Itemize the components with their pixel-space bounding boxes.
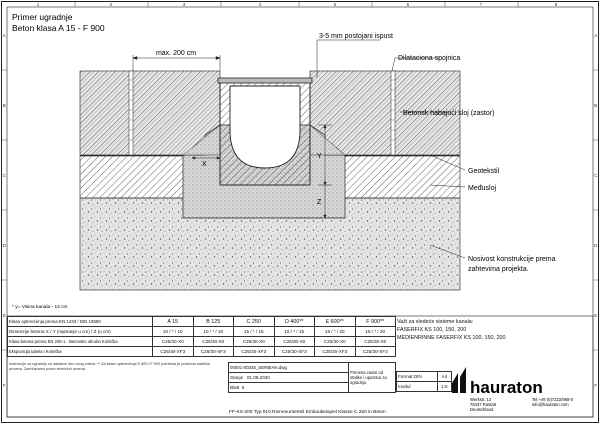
row1-label: Dimenzije betona X / Y (najmanje u cm) / Z (u cm) — [8, 327, 153, 337]
grid-col-label: 6 — [406, 2, 410, 7]
row2b-label: Ekspozicija tabela i Kolnička — [8, 347, 153, 357]
label-subgrade-l2: zahtevima projekta. — [468, 266, 529, 273]
sheet-lang: Blatt — [230, 385, 240, 390]
format-value: A4 — [437, 372, 451, 382]
row1-cell: 15 / * / 15 — [234, 327, 275, 337]
grid-row-label: C — [2, 173, 6, 178]
system-line3: MEDIENRINNE FASERFIX KS 100, 150, 200 — [397, 335, 506, 341]
system-line2: FASERFIX KS 100, 150, 200 — [397, 327, 467, 333]
label-interlayer: Međusloj — [468, 185, 497, 192]
row1-cell: 10 / * / 10 — [153, 327, 194, 337]
z-label: Z — [317, 199, 322, 206]
system-applicability — [397, 318, 592, 342]
grid-row-label: A — [594, 33, 598, 38]
label-gap: 3-5 mm postojani ispust — [319, 33, 393, 40]
row2a-cell: C25/30-X0 — [315, 337, 356, 347]
label-wear-layer: Betonsk habajući sloj (zastor) — [403, 110, 495, 117]
grid-col-label: 7 — [479, 2, 483, 7]
grid-col-label: 1 — [36, 2, 40, 7]
row2-label: Klasa betona prema EN 206-1 · Betonsko obruba Kolnička — [8, 337, 153, 347]
company-addr1: Werkstr. 13 — [470, 397, 492, 402]
drawing-remark: Primena zavisi od statike i uputstva za ugradnju — [349, 363, 396, 393]
label-geotextile: Geotekstil — [468, 168, 500, 175]
sheet-number: 6 — [241, 385, 245, 390]
grid-col-label: 3 — [182, 2, 186, 7]
grid-col-label: 4 — [258, 2, 262, 7]
label-expansion: Dilataciona spojnica — [398, 55, 461, 62]
class-col: E 600** — [315, 317, 356, 327]
grid-row-label: E — [2, 313, 6, 318]
format-block — [396, 371, 452, 392]
class-col: A 15 — [153, 317, 194, 327]
row2b-cell: C25/30-XF3 — [274, 347, 315, 357]
label-subgrade-l1: Nosivost konstrukcije prema — [468, 256, 556, 263]
channel-grate — [218, 78, 312, 83]
row2b-cell: C25/30-XF3 — [355, 347, 396, 357]
grid-row-label: E — [594, 313, 598, 318]
modul-value: 1:5 — [437, 382, 451, 392]
grid-col-label: 8 — [554, 2, 558, 7]
row2b-cell: C25/30-XF3 — [315, 347, 356, 357]
class-col: B 125 — [193, 317, 234, 327]
max-width-dimension — [133, 55, 220, 71]
load-class-table — [7, 316, 396, 357]
drawing-date: 01.09.2020 — [246, 375, 270, 380]
company-addr3: Deutschland — [470, 407, 494, 412]
title-line1: Primer ugradnje — [12, 12, 73, 22]
row2a-cell: C25/30-X0 — [193, 337, 234, 347]
row2b-cell: C25/30-XF3 — [234, 347, 275, 357]
grid-col-label: 5 — [333, 2, 337, 7]
grid-row-label: B — [2, 103, 6, 108]
expansion-joint-right — [391, 71, 395, 155]
table-header-label: Klasa opterećenja prema EN 1433 / DIN 19580 — [8, 317, 153, 327]
company-name: hauraton — [470, 378, 543, 397]
channel-trough — [230, 86, 300, 168]
grid-row-label: C — [594, 173, 598, 178]
x-label: X — [202, 161, 207, 168]
drawing-number: 00001-00345_SERBIAN.dwg — [229, 363, 349, 373]
row2a-cell: C25/30-X0 — [355, 337, 396, 347]
format-label: Format DIN — [397, 372, 438, 382]
row2a-cell: C25/30-X0 — [234, 337, 275, 347]
modul-label: modul — [397, 382, 438, 392]
grid-row-label: B — [594, 103, 598, 108]
row1-cell: 10 / * / 10 — [193, 327, 234, 337]
company-web: info@hauraton.com — [532, 402, 569, 407]
grid-row-label: D — [594, 243, 598, 248]
system-line1: Važi za sledeće sisteme kanala: — [397, 319, 474, 325]
drawing-info — [228, 362, 396, 393]
row2b-cell: C25/30-XF3 — [193, 347, 234, 357]
footnote: * y= Visina kanala - 14 cm — [12, 305, 68, 310]
row1-cell: 15 / * / 15 — [274, 327, 315, 337]
grid-col-label: 2 — [109, 2, 113, 7]
installation-notes: Instrukcije za ugradnju su sastavni deo ovog crteža. ** Za klase opterećenja E 600 i F 900 potrebna je posebna statička provera. Zadržavamo pravo tehničkih izmena. — [9, 362, 210, 372]
title-line2: Beton klasa A 15 - F 900 — [12, 23, 105, 33]
expansion-joint-left — [129, 71, 133, 155]
grid-row-label: F — [2, 383, 6, 388]
row2a-cell: C25/30-X0 — [153, 337, 194, 347]
y-label: Y — [317, 153, 322, 160]
max-width-label: max. 200 cm — [155, 50, 197, 57]
row1-cell: 15 / * / 20 — [355, 327, 396, 337]
row2a-cell: C25/30-X0 — [274, 337, 315, 347]
grid-row-label: D — [2, 243, 6, 248]
class-col: F 900** — [355, 317, 396, 327]
class-col: D 400** — [274, 317, 315, 327]
company-tel: Tel.+49 (0)7222/958-0 — [532, 397, 574, 402]
row1-cell: 15 / * / 20 — [315, 327, 356, 337]
hauraton-logo — [452, 367, 466, 393]
company-addr2: 76437 Rastatt — [470, 402, 497, 407]
date-label: Stanje — [230, 375, 244, 380]
class-col: C 250 — [234, 317, 275, 327]
grid-row-label: A — [2, 33, 6, 38]
row2b-cell: C25/30-XF3 — [153, 347, 194, 357]
grid-row-label: F — [594, 383, 598, 388]
footer-title: FF-KS-200 Typ 010 Rinnenunterteil Einbaubeispiel Klasse C 250 in Beton — [229, 410, 386, 415]
